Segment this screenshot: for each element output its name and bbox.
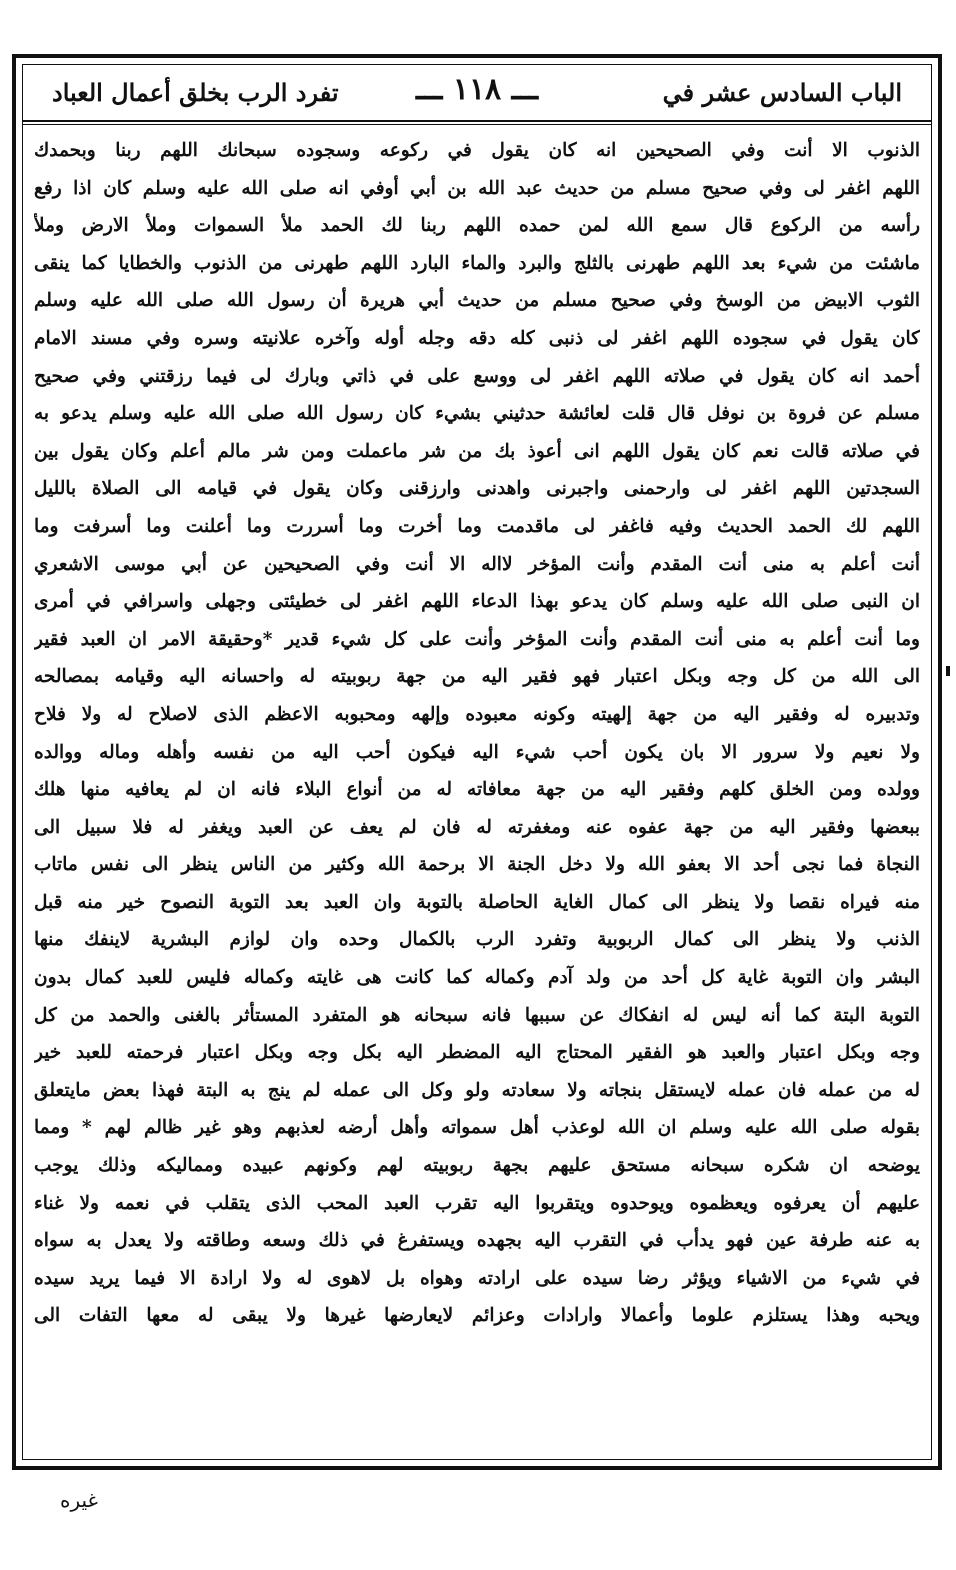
text-line-25: وجه وبكل اعتبار والعبد هو الفقير المحتاج اليه المضطر اليه بكل وجه وبكل اعتبار فرحمته للعبد خير xyxy=(34,1042,920,1064)
section-title: تفرد الرب بخلق أعمال العباد xyxy=(52,78,339,107)
text-line-13: ان النبى صلى الله عليه وسلم كان يدعو بهذا الدعاء اللهم اغفر لى خطيئتى وجهلى واسرافي في أمرى xyxy=(34,591,920,613)
text-line-15: الى الله من كل وجه وبكل اعتبار فهو فقير اليه من جهة ربوبيته له واحسانه اليه وقيامه بمصالحه xyxy=(34,666,920,688)
text-line-28: يوضحه ان شكره سبحانه مستحق عليهم بجهة ربوبيته لهم وكونهم عبيده ومماليكه وذلك يوجب xyxy=(34,1155,920,1177)
header-rule xyxy=(22,120,932,122)
text-line-14: وما أنت أعلم به منى أنت المقدم وأنت المؤخر وأنت على كل شيء قدير *وحقيقة الامر ان العبد فقير xyxy=(34,628,920,650)
text-line-6: كان يقول في سجوده اللهم اغفر لى ذنبى كله دقه وجله أوله وآخره علانيته وسره وفي مسند الامام xyxy=(34,327,920,349)
text-line-9: في صلاته قالت نعم كان يقول اللهم انى أعوذ بك من شر ماعملت ومن شر مالم أعلم وكان يقول بين xyxy=(34,440,920,462)
catchword: غيره xyxy=(60,1488,99,1512)
text-line-29: عليهم أن يعرفوه ويعظموه ويوحدوه ويتقربوا اليه تقرب العبد المحب الذى يتقلب في نعمه ولا غناء xyxy=(34,1192,920,1214)
text-line-11: اللهم لك الحمد الحديث وفيه فاغفر لى ماقدمت وما أخرت وما أسررت وما أعلنت وما أسرفت وما xyxy=(34,515,920,537)
text-line-30: به عنه طرفة عين فهو يدأب في التقرب اليه بجهده ويستفرغ في ذلك وسعه وطاقته ولا يعدل به سواه xyxy=(34,1230,920,1252)
page-number: ـــ ١١٨ ـــ xyxy=(416,72,538,107)
text-line-2: اللهم اغفر لى وفي صحيح مسلم من حديث عبد الله بن أبي أوفي انه صلى الله عليه وسلم كان اذا رفع xyxy=(34,177,920,199)
text-line-31: في شيء من الاشياء ويؤثر رضا سيده على ارادته وهواه بل لاهوى له ولا ارادة الا فيما يريد سيده xyxy=(34,1267,920,1289)
text-line-17: ولا نعيم ولا سرور الا بان يكون أحب شيء اليه فيكون أحب اليه من نفسه وأهله وماله ووالده xyxy=(34,741,920,763)
text-line-19: ببعضها وفقير اليه من جهة عفوه عنه ومغفرته له فان لم يعف عن العبد ويغفر له فلا سبيل الى xyxy=(34,816,920,838)
text-line-12: أنت أعلم به منى أنت المقدم وأنت المؤخر لااله الا أنت وفي الصحيحين عن أبي موسى الاشعري xyxy=(34,553,920,575)
header-rule-thin xyxy=(22,124,932,125)
text-line-32: ويحبه وهذا يستلزم علوما وأعمالا وارادات وعزائم لايعارضها غيرها ولا يبقى له معها التفات الى xyxy=(34,1305,920,1327)
text-line-8: مسلم عن فروة بن نوفل قال قلت لعائشة حدثيني بشيء كان رسول الله صلى الله عليه وسلم يدعو به xyxy=(34,403,920,425)
text-line-4: ماشئت من شيء بعد اللهم طهرنى بالثلج والبرد والماء البارد اللهم طهرنى من الذنوب والخطايا كما ينقى xyxy=(34,252,920,274)
text-line-20: النجاة فما نجى أحد الا بعفو الله ولا دخل الجنة الا برحمة الله وكثير من الناس ينظر الى نفس ماتاب xyxy=(34,854,920,876)
text-line-7: أحمد انه كان يقول في صلاته اللهم اغفر لى ووسع على في ذاتي وبارك لى فيما رزقتني وفي صحيح xyxy=(34,365,920,387)
text-line-21: منه فيراه نقصا ولا ينظر الى كمال الغاية الحاصلة بالتوبة وان العبد بعد التوبة النصوح خير منه قبل xyxy=(34,891,920,913)
text-line-27: بقوله صلى الله عليه وسلم ان الله لوعذب أهل سمواته وأهل أرضه لعذبهم وهو غير ظالم لهم * ومما xyxy=(34,1117,920,1139)
text-line-3: رأسه من الركوع قال سمع الله لمن حمده اللهم ربنا لك الحمد ملأ السموات وملأ الارض وملأ xyxy=(34,215,920,237)
text-line-18: وولده ومن الخلق كلهم وفقير اليه من جهة معافاته له من أنواع البلاء فانه ان لم يعافيه منها هلك xyxy=(34,779,920,801)
text-line-10: السجدتين اللهم اغفر لى وارحمنى واجبرنى واهدنى وارزقنى وكان يقول في قيامه الى الصلاة بالليل xyxy=(34,478,920,500)
text-line-5: الثوب الابيض من الوسخ وفي صحيح مسلم من حديث أبي هريرة أن رسول الله صلى الله عليه وسلم xyxy=(34,290,920,312)
body-text xyxy=(34,132,920,1452)
margin-mark xyxy=(946,666,950,676)
text-line-24: التوبة البتة كما أنه ليس له انفكاك عن سببها فانه سبحانه هو المتفرد المستأثر بالغنى والحمد من كل xyxy=(34,1004,920,1026)
text-line-26: له من عمله فان عمله لايستقل بنجاته ولا سعادته ولو وكل الى عمله لم ينج به البتة فهذا بعض مايتعلق xyxy=(34,1079,920,1101)
chapter-title: الباب السادس عشر في xyxy=(662,78,902,107)
text-line-16: وتدبيره له وفقير اليه من جهة إلهيته وكونه معبوده وإلهه ومحبوبه الاعظم الذى لاصلاح له ولا فلاح xyxy=(34,703,920,725)
text-line-23: البشر وان التوبة غاية كل أحد من ولد آدم وكماله كما كانت هى غايته وكماله فليس للعبد كمال بدون xyxy=(34,967,920,989)
text-line-22: الذنب ولا ينظر الى كمال الربوبية وتفرد الرب بالكمال وحده وان لوازم البشرية لاينفك منها xyxy=(34,929,920,951)
text-line-1: الذنوب الا أنت وفي الصحيحين انه كان يقول في ركوعه وسجوده سبحانك اللهم ربنا وبحمدك xyxy=(34,140,920,161)
page-header xyxy=(22,64,932,122)
